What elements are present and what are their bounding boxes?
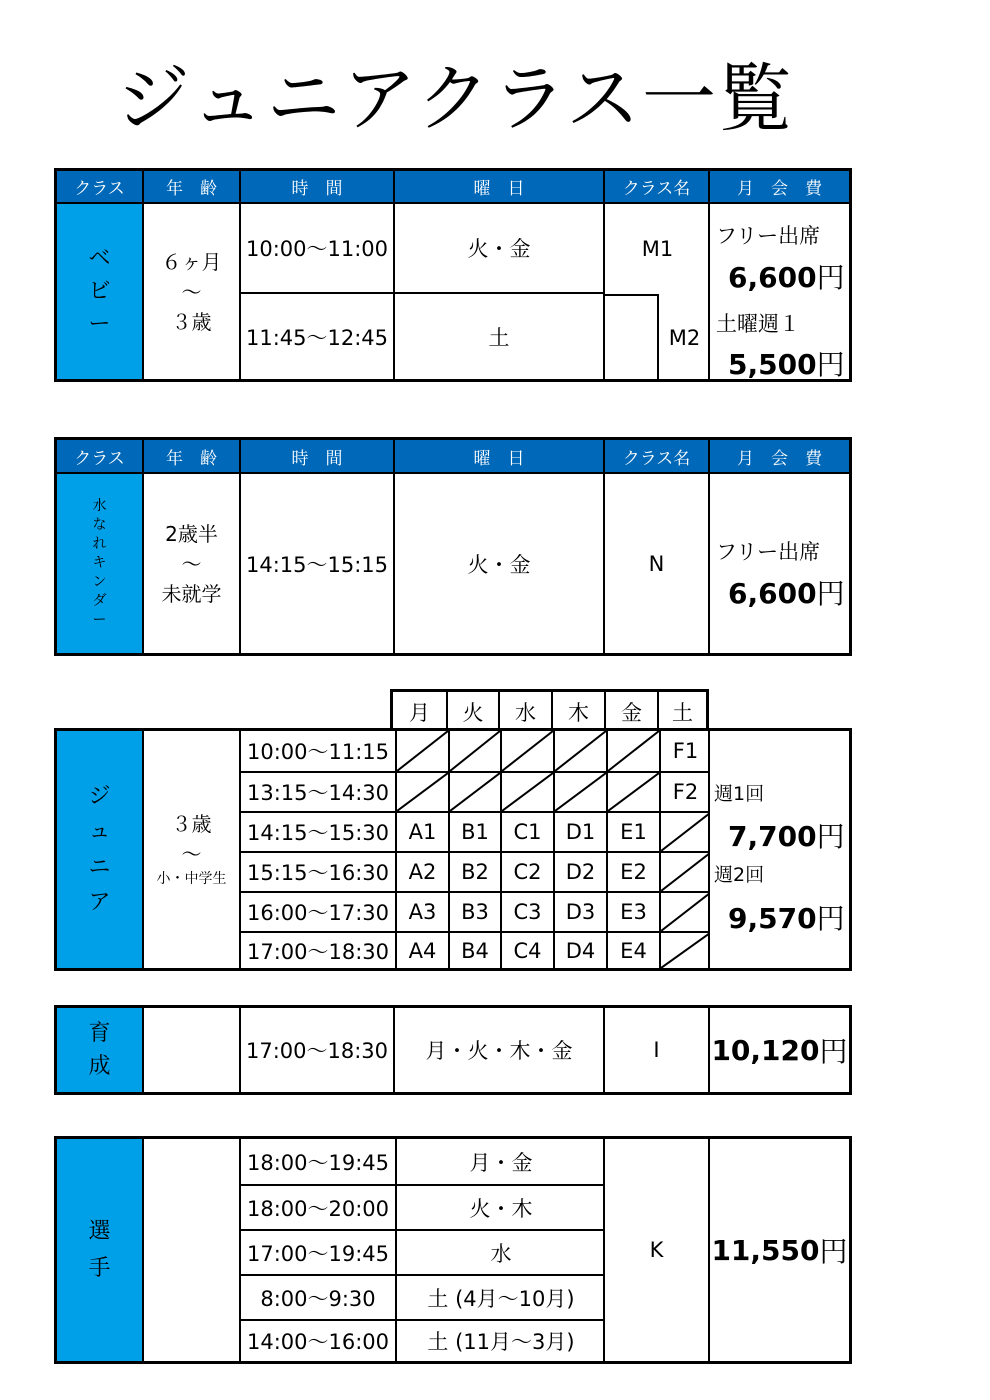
junior-time-cell: 17:00〜18:30 [241,931,395,968]
senshu-class-label: 選 手 [57,1139,142,1361]
junior-class-cell: D4 [553,931,606,968]
junior-class-cell: C2 [500,851,553,891]
junior-empty-cell [500,771,553,811]
junior-class-cell: A3 [395,891,448,931]
diagonal-slash [661,893,710,931]
baby-table [54,168,852,382]
baby-class-label: ベ ビ ー [57,202,142,379]
ikusei-age [142,1008,239,1092]
senshu-time-cell: 17:00〜19:45 [241,1229,395,1274]
diagonal-line [450,773,500,811]
junior-empty-cell [606,771,659,811]
diagonal-slash [555,731,606,771]
diagonal-line [502,731,553,771]
baby-days-1: 火・金 [393,202,603,292]
fee-amount: 7,700円 [728,820,845,853]
junior-class-cell: F2 [659,771,710,811]
junior-class-cell: C1 [500,811,553,851]
senshu-time-cell: 18:00〜20:00 [241,1184,395,1229]
diagonal-slash [661,933,710,968]
junior-fee [708,731,849,968]
weekday-sat: 土 [657,692,706,731]
junior-class-cell: C3 [500,891,553,931]
diagonal-line [450,731,500,771]
fee-amount: 6,600円 [728,577,845,610]
diagonal-slash [397,773,448,811]
kinder-fee [708,472,849,653]
weekday-tue: 火 [446,692,498,731]
junior-empty-cell [395,731,448,771]
fee-label: フリー出席 [716,224,821,248]
page-title: ジュニアクラス一覧 [115,56,795,142]
fee-label: 週2回 [714,864,765,886]
junior-time-cell: 15:15〜16:30 [241,851,395,891]
diagonal-slash [450,773,500,811]
header-fee: 月 会 費 [708,171,849,202]
fee-label: フリー出席 [716,540,821,564]
junior-class-cell: E2 [606,851,659,891]
diagonal-slash [661,813,710,851]
diagonal-line [608,773,659,811]
junior-class-cell: B2 [448,851,500,891]
senshu-time-cell: 14:00〜16:00 [241,1319,395,1361]
junior-empty-cell [659,811,710,851]
weekday-mon: 月 [409,700,430,725]
header-class: クラス [57,171,142,202]
junior-class-cell: E3 [606,891,659,931]
ikusei-fee: 10,120 円 [708,1008,849,1092]
fee-amount: 6,600円 [728,261,845,294]
junior-time-cell: 14:15〜15:30 [241,811,395,851]
junior-class-cell: B3 [448,891,500,931]
junior-empty-cell [659,931,710,968]
header-time: 時 間 [239,171,393,202]
header-class: クラス [57,440,142,472]
diagonal-line [502,773,553,811]
baby-days-2: 土 [393,292,603,379]
senshu-class-name: K [603,1139,708,1361]
senshu-days-cell: 土 (4月〜10月) [395,1274,605,1319]
fee-amount: 9,570円 [728,902,845,935]
diagonal-line [397,731,448,771]
senshu-time-cell: 18:00〜19:45 [246,1150,390,1175]
diagonal-slash [608,773,659,811]
header-fee: 月 会 費 [708,440,849,472]
junior-age: ３歳 〜 小・中学生 [142,731,239,968]
header-age: 年 齢 [142,440,239,472]
ikusei-time: 17:00〜18:30 [239,1008,393,1092]
header-days: 曜 日 [393,440,603,472]
ikusei-days: 月・火・木・金 [393,1008,603,1092]
fee-amount: 5,500円 [728,348,845,381]
junior-time-cell: 16:00〜17:30 [241,891,395,931]
ikusei-table [54,1005,852,1095]
baby-fee [708,202,849,379]
junior-time-cell: 13:15〜14:30 [241,771,395,811]
senshu-schedule [239,1139,603,1361]
kinder-table [54,437,852,656]
kinder-time: 14:15〜15:15 [239,472,393,653]
junior-empty-cell [659,851,710,891]
fee-label: 週1回 [714,783,765,805]
senshu-days-cell: 月・金 [395,1139,605,1184]
junior-class-cell: E4 [606,931,659,968]
junior-grid [239,731,708,968]
junior-class-cell: B1 [448,811,500,851]
senshu-fee: 11,550 円 [708,1139,849,1361]
junior-empty-cell [606,731,659,771]
diagonal-line [397,773,448,811]
junior-empty-cell [500,731,553,771]
senshu-age [142,1139,239,1361]
senshu-days-cell: 水 [395,1229,605,1274]
fee-label: 土曜週１ [716,312,800,336]
header-days: 曜 日 [393,171,603,202]
weekday-fri: 金 [604,692,657,731]
diagonal-slash [661,853,710,891]
diagonal-line [661,853,710,891]
junior-class-cell: D1 [553,811,606,851]
junior-class-cell: B4 [448,931,500,968]
junior-class-cell: D3 [553,891,606,931]
junior-class-cell: A2 [395,851,448,891]
kinder-age: 2歳半 〜 未就学 [142,472,239,653]
junior-empty-cell [448,731,500,771]
diagonal-line [608,731,659,771]
baby-class-name-cell [603,202,708,379]
header-class-name: クラス名 [603,171,708,202]
junior-empty-cell [448,771,500,811]
diagonal-slash [450,731,500,771]
junior-empty-cell [395,771,448,811]
divider [605,294,657,296]
class-name-m1: M1 [641,237,674,261]
diagonal-slash [397,731,448,771]
ikusei-class-label: 育 成 [57,1008,142,1092]
diagonal-line [661,813,710,851]
senshu-table [54,1136,852,1364]
header-time: 時 間 [239,440,393,472]
diagonal-slash [555,773,606,811]
senshu-days-cell: 土 (11月〜3月) [395,1319,605,1361]
weekday-thu: 木 [551,692,604,731]
diagonal-line [555,731,606,771]
junior-class-cell: A1 [395,811,448,851]
header-age: 年 齢 [142,171,239,202]
header-class-name: クラス名 [603,440,708,472]
ikusei-class-name: I [603,1008,708,1092]
junior-time-cell: 10:00〜11:15 [246,740,390,764]
weekday-wed: 水 [498,692,551,731]
junior-class-cell: E1 [606,811,659,851]
diagonal-slash [502,731,553,771]
diagonal-line [555,773,606,811]
class-name-m2: M2 [657,294,710,381]
diagonal-line [661,893,710,931]
junior-class-cell: C4 [500,931,553,968]
kinder-class-label: 水 な れ キ ン ダ ー [57,472,142,653]
junior-class-cell: F1 [659,731,710,771]
baby-time-2: 11:45〜12:45 [239,292,393,379]
senshu-days-cell: 火・木 [395,1184,605,1229]
kinder-days: 火・金 [393,472,603,653]
junior-class-cell: A4 [395,931,448,968]
junior-empty-cell [553,771,606,811]
senshu-time-cell: 8:00〜9:30 [241,1274,395,1319]
junior-empty-cell [659,891,710,931]
baby-time-1: 10:00〜11:00 [239,202,393,292]
junior-empty-cell [553,731,606,771]
junior-weekday-header [390,689,709,731]
kinder-class-name: N [603,472,708,653]
junior-table [54,728,852,971]
junior-class-cell: D2 [553,851,606,891]
baby-age: ６ヶ月 〜 ３歳 [142,202,239,379]
junior-class-label: ジ ュ ニ ア [57,731,142,968]
diagonal-line [661,933,710,968]
diagonal-slash [502,773,553,811]
diagonal-slash [608,731,659,771]
